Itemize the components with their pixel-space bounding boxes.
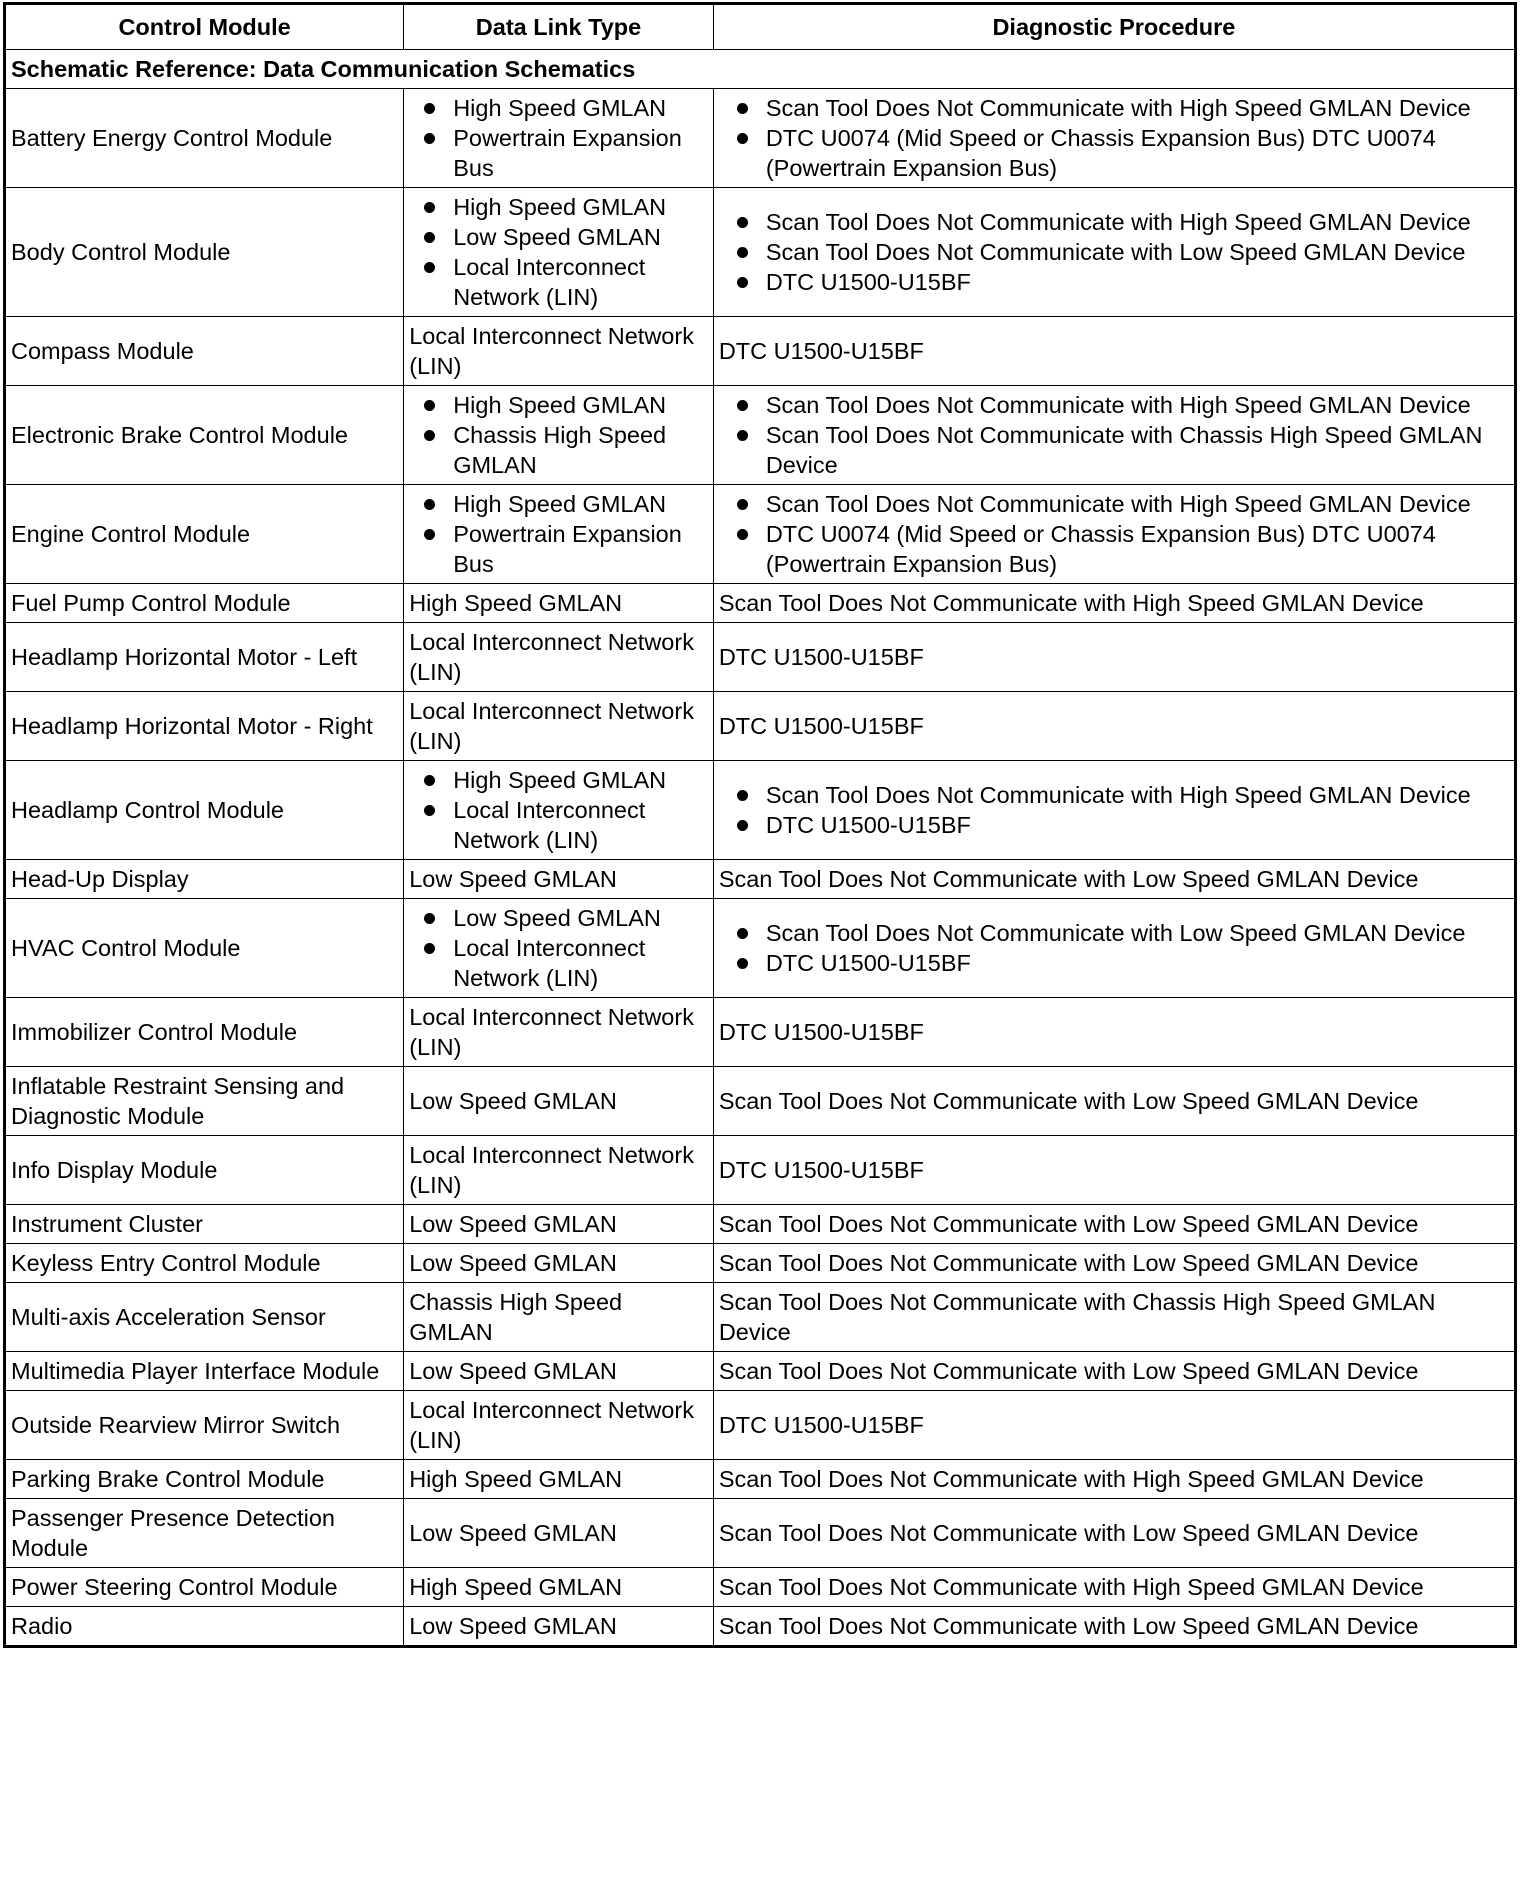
diagnostic-procedure-cell bbox=[713, 761, 1515, 860]
diagnostic-procedure-cell: DTC U1500-U15BF bbox=[713, 623, 1515, 692]
data-link-type-cell: Local Interconnect Network (LIN) bbox=[404, 1136, 714, 1205]
table-row bbox=[5, 1067, 1516, 1136]
control-module-cell: Passenger Presence Detection Module bbox=[5, 1499, 404, 1568]
control-module-cell: Info Display Module bbox=[5, 1136, 404, 1205]
data-link-type-cell: Low Speed GMLAN bbox=[404, 1499, 714, 1568]
diagnostic-procedure-cell: Scan Tool Does Not Communicate with Low Speed GMLAN Device bbox=[713, 1067, 1515, 1136]
bullet-item: Scan Tool Does Not Communicate with High Speed GMLAN Device bbox=[719, 207, 1509, 237]
table-row bbox=[5, 485, 1516, 584]
data-link-type-cell: Low Speed GMLAN bbox=[404, 1067, 714, 1136]
control-module-cell: Fuel Pump Control Module bbox=[5, 584, 404, 623]
table-row bbox=[5, 1283, 1516, 1352]
bullet-item: Scan Tool Does Not Communicate with High Speed GMLAN Device bbox=[719, 780, 1509, 810]
diagnostic-procedure-cell: Scan Tool Does Not Communicate with Low Speed GMLAN Device bbox=[713, 860, 1515, 899]
data-link-type-cell: Local Interconnect Network (LIN) bbox=[404, 1391, 714, 1460]
bullet-item: High Speed GMLAN bbox=[409, 765, 708, 795]
control-module-cell: Keyless Entry Control Module bbox=[5, 1244, 404, 1283]
control-module-cell: Instrument Cluster bbox=[5, 1205, 404, 1244]
header-control-module: Control Module bbox=[5, 4, 404, 50]
bullet-item: High Speed GMLAN bbox=[409, 489, 708, 519]
control-module-cell: Radio bbox=[5, 1607, 404, 1647]
table-row bbox=[5, 998, 1516, 1067]
bullet-item: Powertrain Expansion Bus bbox=[409, 519, 708, 579]
diagnostic-procedure-cell: Scan Tool Does Not Communicate with High Speed GMLAN Device bbox=[713, 1568, 1515, 1607]
table-row bbox=[5, 1244, 1516, 1283]
bullet-item: Scan Tool Does Not Communicate with High Speed GMLAN Device bbox=[719, 93, 1509, 123]
diagnostic-procedure-cell: DTC U1500-U15BF bbox=[713, 692, 1515, 761]
table-row bbox=[5, 1136, 1516, 1205]
diagnostic-procedure-cell-list bbox=[719, 207, 1509, 297]
data-link-type-cell: High Speed GMLAN bbox=[404, 1460, 714, 1499]
bullet-item: Local Interconnect Network (LIN) bbox=[409, 933, 708, 993]
control-module-cell: Headlamp Control Module bbox=[5, 761, 404, 860]
table-row bbox=[5, 1607, 1516, 1647]
data-link-type-cell-list bbox=[409, 93, 708, 183]
diagnostic-procedure-cell bbox=[713, 188, 1515, 317]
bullet-item: Powertrain Expansion Bus bbox=[409, 123, 708, 183]
data-link-type-cell: Low Speed GMLAN bbox=[404, 1352, 714, 1391]
table-row bbox=[5, 1499, 1516, 1568]
diagnostic-procedure-cell: Scan Tool Does Not Communicate with Low Speed GMLAN Device bbox=[713, 1244, 1515, 1283]
control-module-cell: Headlamp Horizontal Motor - Left bbox=[5, 623, 404, 692]
table-row bbox=[5, 1568, 1516, 1607]
diagnostic-procedure-cell: Scan Tool Does Not Communicate with Low Speed GMLAN Device bbox=[713, 1607, 1515, 1647]
diagnostic-procedure-cell-list bbox=[719, 93, 1509, 183]
data-link-type-cell bbox=[404, 761, 714, 860]
table-row bbox=[5, 860, 1516, 899]
data-link-type-cell bbox=[404, 89, 714, 188]
diagnostic-procedure-cell: DTC U1500-U15BF bbox=[713, 998, 1515, 1067]
data-link-type-cell-list bbox=[409, 489, 708, 579]
diagnostic-procedure-cell bbox=[713, 899, 1515, 998]
control-module-cell: Electronic Brake Control Module bbox=[5, 386, 404, 485]
table-row bbox=[5, 386, 1516, 485]
table-row bbox=[5, 584, 1516, 623]
data-link-type-cell bbox=[404, 386, 714, 485]
bullet-item: High Speed GMLAN bbox=[409, 192, 708, 222]
data-link-type-cell: Local Interconnect Network (LIN) bbox=[404, 692, 714, 761]
data-link-type-cell: High Speed GMLAN bbox=[404, 1568, 714, 1607]
data-link-type-cell bbox=[404, 188, 714, 317]
bullet-item: DTC U0074 (Mid Speed or Chassis Expansion Bus) DTC U0074 (Powertrain Expansion Bus) bbox=[719, 123, 1509, 183]
bullet-item: High Speed GMLAN bbox=[409, 93, 708, 123]
bullet-item: Scan Tool Does Not Communicate with Low Speed GMLAN Device bbox=[719, 918, 1509, 948]
data-link-type-cell bbox=[404, 899, 714, 998]
diagnostic-procedure-cell: Scan Tool Does Not Communicate with Chassis High Speed GMLAN Device bbox=[713, 1283, 1515, 1352]
bullet-item: Low Speed GMLAN bbox=[409, 222, 708, 252]
bullet-item: High Speed GMLAN bbox=[409, 390, 708, 420]
control-module-cell: Head-Up Display bbox=[5, 860, 404, 899]
bullet-item: Scan Tool Does Not Communicate with High Speed GMLAN Device bbox=[719, 390, 1509, 420]
data-link-type-cell: Chassis High Speed GMLAN bbox=[404, 1283, 714, 1352]
bullet-item: DTC U0074 (Mid Speed or Chassis Expansion Bus) DTC U0074 (Powertrain Expansion Bus) bbox=[719, 519, 1509, 579]
table-row bbox=[5, 1352, 1516, 1391]
data-link-type-cell: Local Interconnect Network (LIN) bbox=[404, 623, 714, 692]
control-module-cell: Compass Module bbox=[5, 317, 404, 386]
diagnostic-procedure-cell bbox=[713, 89, 1515, 188]
schematic-reference-row bbox=[5, 50, 1516, 89]
header-diagnostic-procedure: Diagnostic Procedure bbox=[713, 4, 1515, 50]
control-module-cell: Immobilizer Control Module bbox=[5, 998, 404, 1067]
bullet-item: Low Speed GMLAN bbox=[409, 903, 708, 933]
control-module-cell: Power Steering Control Module bbox=[5, 1568, 404, 1607]
data-link-type-cell bbox=[404, 485, 714, 584]
control-module-cell: Outside Rearview Mirror Switch bbox=[5, 1391, 404, 1460]
bullet-item: Scan Tool Does Not Communicate with Chassis High Speed GMLAN Device bbox=[719, 420, 1509, 480]
diagnostic-procedure-cell: DTC U1500-U15BF bbox=[713, 317, 1515, 386]
control-module-cell: Multimedia Player Interface Module bbox=[5, 1352, 404, 1391]
bullet-item: DTC U1500-U15BF bbox=[719, 948, 1509, 978]
diagnostic-procedure-cell bbox=[713, 386, 1515, 485]
table-row bbox=[5, 761, 1516, 860]
data-link-type-cell: Low Speed GMLAN bbox=[404, 1607, 714, 1647]
table-row bbox=[5, 623, 1516, 692]
control-module-cell: Multi-axis Acceleration Sensor bbox=[5, 1283, 404, 1352]
diagnostic-procedure-cell: Scan Tool Does Not Communicate with Low Speed GMLAN Device bbox=[713, 1205, 1515, 1244]
header-row bbox=[5, 4, 1516, 50]
diagnostic-procedure-cell: Scan Tool Does Not Communicate with High Speed GMLAN Device bbox=[713, 1460, 1515, 1499]
schematic-reference-link[interactable]: Schematic Reference: Data Communication Schematics bbox=[5, 50, 1516, 89]
control-module-cell: Parking Brake Control Module bbox=[5, 1460, 404, 1499]
bullet-item: Scan Tool Does Not Communicate with Low Speed GMLAN Device bbox=[719, 237, 1509, 267]
bullet-item: Local Interconnect Network (LIN) bbox=[409, 252, 708, 312]
table-row bbox=[5, 188, 1516, 317]
data-link-type-cell: Local Interconnect Network (LIN) bbox=[404, 317, 714, 386]
bullet-item: Scan Tool Does Not Communicate with High Speed GMLAN Device bbox=[719, 489, 1509, 519]
diagnostic-procedure-cell-list bbox=[719, 489, 1509, 579]
table-row bbox=[5, 1205, 1516, 1244]
table-row bbox=[5, 317, 1516, 386]
diagnostic-procedure-cell: Scan Tool Does Not Communicate with Low Speed GMLAN Device bbox=[713, 1352, 1515, 1391]
table-row bbox=[5, 1391, 1516, 1460]
control-module-cell: Headlamp Horizontal Motor - Right bbox=[5, 692, 404, 761]
control-module-cell: Battery Energy Control Module bbox=[5, 89, 404, 188]
diagnostic-procedure-cell: Scan Tool Does Not Communicate with Low Speed GMLAN Device bbox=[713, 1499, 1515, 1568]
data-link-type-cell-list bbox=[409, 765, 708, 855]
table-row bbox=[5, 899, 1516, 998]
bullet-item: Chassis High Speed GMLAN bbox=[409, 420, 708, 480]
control-module-cell: HVAC Control Module bbox=[5, 899, 404, 998]
data-link-type-cell-list bbox=[409, 192, 708, 312]
diagnostic-procedure-cell bbox=[713, 485, 1515, 584]
data-link-type-cell-list bbox=[409, 903, 708, 993]
data-link-type-cell: Low Speed GMLAN bbox=[404, 1244, 714, 1283]
diagnostic-procedure-cell-list bbox=[719, 780, 1509, 840]
diagnostic-procedure-cell: DTC U1500-U15BF bbox=[713, 1391, 1515, 1460]
control-module-cell: Engine Control Module bbox=[5, 485, 404, 584]
table-row bbox=[5, 1460, 1516, 1499]
data-link-type-cell: Low Speed GMLAN bbox=[404, 1205, 714, 1244]
diagnostic-procedure-cell: Scan Tool Does Not Communicate with High Speed GMLAN Device bbox=[713, 584, 1515, 623]
table-row bbox=[5, 89, 1516, 188]
bullet-item: DTC U1500-U15BF bbox=[719, 810, 1509, 840]
data-link-table bbox=[3, 2, 1517, 1648]
bullet-item: DTC U1500-U15BF bbox=[719, 267, 1509, 297]
diagnostic-procedure-cell-list bbox=[719, 390, 1509, 480]
table-row bbox=[5, 692, 1516, 761]
diagnostic-procedure-cell-list bbox=[719, 918, 1509, 978]
diagnostic-procedure-cell: DTC U1500-U15BF bbox=[713, 1136, 1515, 1205]
data-link-type-cell: High Speed GMLAN bbox=[404, 584, 714, 623]
control-module-cell: Inflatable Restraint Sensing and Diagnostic Module bbox=[5, 1067, 404, 1136]
control-module-cell: Body Control Module bbox=[5, 188, 404, 317]
data-link-type-cell: Low Speed GMLAN bbox=[404, 860, 714, 899]
bullet-item: Local Interconnect Network (LIN) bbox=[409, 795, 708, 855]
data-link-type-cell-list bbox=[409, 390, 708, 480]
header-data-link-type: Data Link Type bbox=[404, 4, 714, 50]
data-link-type-cell: Local Interconnect Network (LIN) bbox=[404, 998, 714, 1067]
